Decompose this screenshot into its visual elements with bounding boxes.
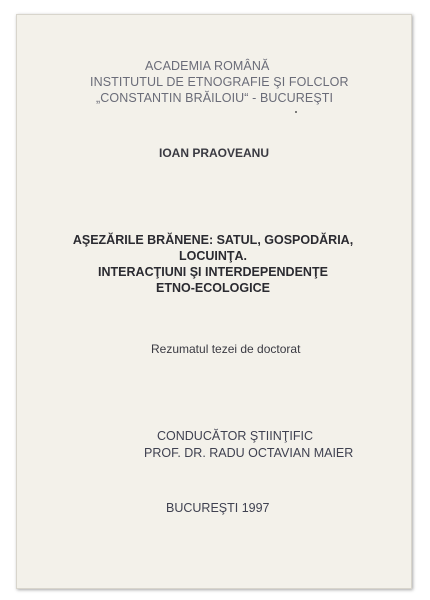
thesis-subtitle: Rezumatul tezei de doctorat <box>151 342 301 356</box>
thesis-title-line-2: LOCUINŢA. <box>178 249 248 263</box>
academy-name: ACADEMIA ROMÂNĂ <box>145 59 270 73</box>
document-page <box>16 14 412 589</box>
place-and-year: BUCUREŞTI 1997 <box>166 501 270 515</box>
thesis-title-line-1: AŞEZĂRILE BRĂNENE: SATUL, GOSPODĂRIA, <box>72 233 354 247</box>
paper-speck <box>295 111 297 113</box>
supervisor-label: CONDUCĂTOR ŞTIINŢIFIC <box>157 429 314 443</box>
thesis-title-line-3: INTERACŢIUNI ŞI INTERDEPENDENŢE <box>98 265 328 279</box>
thesis-title-line-4: ETNO-ECOLOGICE <box>156 281 270 295</box>
supervisor-name: PROF. DR. RADU OCTAVIAN MAIER <box>144 446 354 460</box>
institute-name: INSTITUTUL DE ETNOGRAFIE ŞI FOLCLOR <box>90 75 349 89</box>
author-name: IOAN PRAOVEANU <box>159 146 270 160</box>
institute-location: „CONSTANTIN BRĂILOIU“ - BUCUREŞTI <box>96 91 334 105</box>
